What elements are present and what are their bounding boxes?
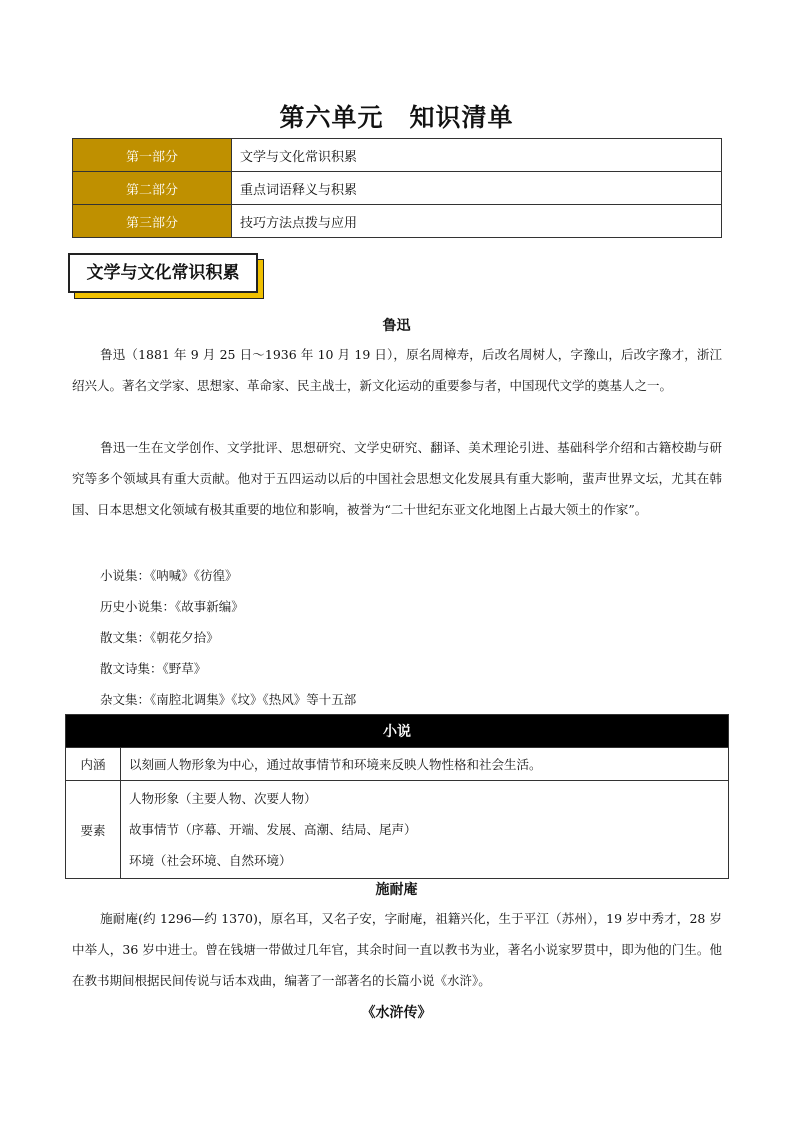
luxun-paragraph-2 (72, 432, 722, 525)
shinaian-heading: 施耐庵 (375, 882, 418, 898)
novel-table (65, 714, 729, 879)
luxun-work-item: 小说集：《呐喊》《彷徨》 (100, 568, 238, 583)
section-label: 文学与文化常识积累 (68, 253, 258, 293)
toc-part-label: 第二部分 (73, 172, 232, 205)
novel-table-header-row (66, 715, 729, 748)
luxun-paragraph-2-text: 鲁迅一生在文学创作、文学批评、思想研究、文学史研究、翻译、美术理论引进、基础科学介绍和古籍校勘与研究等多个领域具有重大贡献。他对于五四运动以后的中国社会思想文化发展具有重大影响，蜚声世界文坛，尤其在韩国、日本思想文化领域有极其重要的地位和影响，被誉为“二十世纪东亚文化地图上占最大领土的作家”。 (72, 440, 722, 517)
novel-row-value: 以刻画人物形象为中心，通过故事情节和环境来反映人物性格和社会生活。 (121, 748, 729, 781)
novel-table-header: 小说 (66, 715, 729, 748)
novel-table-row (66, 781, 729, 879)
novel-table-row (66, 748, 729, 781)
novel-row-key: 要素 (66, 781, 121, 879)
luxun-work-item: 历史小说集：《故事新编》 (100, 599, 244, 614)
shinaian-paragraph (72, 903, 722, 996)
shinaian-paragraph-text: 施耐庵(约 1296—约 1370)，原名耳，又名子安，字耐庵，祖籍兴化，生于平江（苏州），19 岁中秀才，28 岁中举人，36 岁中进士。曾在钱塘一带做过几年官，其余时间一直以教书为业，著名小说家罗贯中，即为他的门生。他在教书期间根据民间传说与话本戏曲，编著了一部著名的长篇小说《水浒》。 (72, 911, 722, 988)
page-title: 第六单元 知识清单 (279, 103, 514, 132)
toc-part-name: 技巧方法点拨与应用 (232, 205, 722, 238)
luxun-work-item: 散文集：《朝花夕拾》 (100, 630, 219, 645)
luxun-work-item: 散文诗集：《野草》 (100, 661, 207, 676)
shuihu-heading: 《水浒传》 (361, 1005, 432, 1021)
toc-part-name: 文学与文化常识积累 (232, 139, 722, 172)
toc-row (73, 139, 722, 172)
toc-part-name: 重点词语释义与积累 (232, 172, 722, 205)
toc-part-label: 第一部分 (73, 139, 232, 172)
toc-row (73, 172, 722, 205)
luxun-heading: 鲁迅 (382, 318, 411, 334)
toc-table (72, 138, 722, 238)
toc-part-label: 第三部分 (73, 205, 232, 238)
luxun-work-item: 杂文集：《南腔北调集》《坟》《热风》等十五部 (100, 692, 357, 707)
novel-element-item: 环境（社会环境、自然环境） (129, 853, 292, 868)
novel-element-item: 人物形象（主要人物、次要人物） (129, 791, 317, 806)
novel-row-key: 内涵 (66, 748, 121, 781)
toc-row (73, 205, 722, 238)
novel-row-value-list (121, 781, 729, 879)
section-label-box (68, 253, 258, 293)
luxun-paragraph-1-text: 鲁迅（1881 年 9 月 25 日～1936 年 10 月 19 日），原名周樟寿，后改名周树人，字豫山，后改字豫才，浙江绍兴人。著名文学家、思想家、革命家、民主战士，新文化运动的重要参与者，中国现代文学的奠基人之一。 (72, 347, 722, 393)
novel-element-item: 故事情节（序幕、开端、发展、高潮、结局、尾声） (129, 822, 417, 837)
luxun-paragraph-1 (72, 339, 722, 401)
